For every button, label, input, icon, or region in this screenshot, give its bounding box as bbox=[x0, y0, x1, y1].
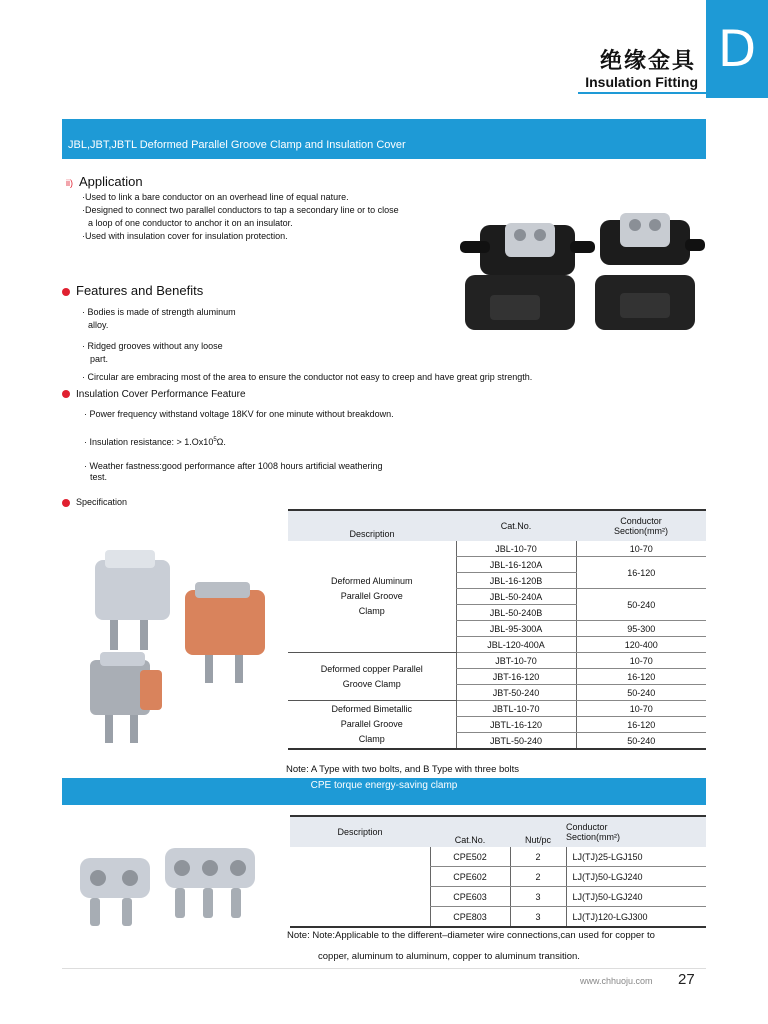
group-description: Deformed Bimetallic Parallel Groove Clamp bbox=[288, 701, 456, 750]
cpe-description-cell bbox=[290, 847, 430, 927]
feature-item-circular: · Circular are embracing most of the area to ensure the conductor not easy to creep and have great grip strength. bbox=[82, 372, 533, 382]
chapter-title-en: Insulation Fitting bbox=[585, 74, 698, 90]
col-description: Description bbox=[290, 816, 430, 847]
table-row: JBL-50-240A 50-240 bbox=[288, 589, 706, 605]
table-note: Note: A Type with two bolts, and B Type with three bolts bbox=[286, 764, 520, 775]
cpe-clamp-three-bolt bbox=[165, 848, 255, 918]
feature-item: alloy. bbox=[88, 320, 109, 330]
footer-rule bbox=[62, 968, 706, 969]
bimetallic-clamp bbox=[90, 652, 162, 743]
application-item: ·Designed to connect two parallel conductors to tap a secondary line or to close bbox=[82, 205, 399, 215]
table-row: JBL-50-240B bbox=[288, 605, 706, 621]
parallel-groove-clamps-photo bbox=[80, 540, 280, 750]
performance-heading: Insulation Cover Performance Feature bbox=[62, 389, 246, 400]
table-row: JBL-16-120A 16-120 bbox=[288, 557, 706, 573]
group-description: Deformed copper Parallel Groove Clamp bbox=[288, 653, 456, 701]
insulated-clamp-photo bbox=[460, 205, 705, 355]
table-row: CPE603 3 LJ(TJ)50-LGJ240 bbox=[290, 887, 706, 907]
application-list bbox=[82, 191, 399, 243]
table-row: Deformed copper Parallel Groove Clamp JBT-10-70 10-70 bbox=[288, 653, 706, 669]
table-row: CPE602 2 LJ(TJ)50-LGJ240 bbox=[290, 867, 706, 887]
col-nut: Nut/pc bbox=[510, 816, 566, 847]
table-row: CPE803 3 LJ(TJ)120-LGJ300 bbox=[290, 907, 706, 928]
cpe-clamp-two-bolt bbox=[80, 858, 150, 926]
features-heading: Features and Benefits bbox=[62, 283, 203, 298]
bullet-icon: ii) bbox=[66, 178, 73, 188]
cpe-clamp-photo bbox=[70, 838, 260, 938]
application-item: a loop of one conductor to anchor it on an insulator. bbox=[88, 218, 293, 228]
red-bullet-icon bbox=[62, 390, 70, 398]
feature-item: · Ridged grooves without any loose bbox=[82, 341, 223, 351]
red-bullet-icon bbox=[62, 288, 70, 296]
performance-item-resistance: · Insulation resistance: > $1.Ox10^5\Omega$. bbox=[84, 437, 226, 447]
copper-clamp bbox=[185, 582, 265, 683]
section-letter-tab: D bbox=[706, 0, 768, 98]
chapter-title-cn: 绝缘金具 bbox=[599, 49, 696, 74]
col-catno: Cat.No. bbox=[456, 510, 576, 541]
application-item: ·Used with insulation cover for insulation protection. bbox=[82, 231, 288, 241]
table-row: Deformed Aluminum Parallel Groove Clamp JBL-10-70 10-70 bbox=[288, 541, 706, 557]
page-number: 27 bbox=[678, 971, 695, 988]
clamp-black-cover-right bbox=[595, 213, 705, 330]
group-description: Deformed Aluminum Parallel Groove Clamp bbox=[288, 541, 456, 653]
feature-item: part. bbox=[90, 354, 109, 364]
red-bullet-icon bbox=[62, 499, 70, 507]
specification-heading: Specification bbox=[62, 497, 127, 507]
performance-item: · Weather fastness:good performance after 1008 hours artificial weathering bbox=[84, 461, 383, 471]
table-header-row bbox=[288, 510, 706, 541]
table-row: JBL-120-400A 120-400 bbox=[288, 637, 706, 653]
col-conductor: Conductor Section(mm²) bbox=[576, 510, 706, 541]
table-row: JBTL-50-240 50-240 bbox=[288, 733, 706, 750]
feature-item: · Bodies is made of strength aluminum bbox=[82, 307, 236, 317]
section-bar-title: CPE torque energy-saving clamp bbox=[310, 780, 458, 791]
col-description: Description bbox=[288, 510, 456, 541]
table-row: JBL-95-300A 95-300 bbox=[288, 621, 706, 637]
cpe-note-line1: Note: Note:Applicable to the different–diameter wire connections,can used for copper to bbox=[287, 930, 655, 941]
col-conductor: Conductor Section(mm²) bbox=[566, 816, 706, 847]
application-item: ·Used to link a bare conductor on an overhead line of equal nature. bbox=[82, 192, 349, 202]
footer-website: www.chhuoju.com bbox=[580, 976, 653, 986]
table-row: JBT-50-240 50-240 bbox=[288, 685, 706, 701]
col-catno: Cat.No. bbox=[430, 816, 510, 847]
performance-item: · Power frequency withstand voltage 18KV for one minute without breakdown. bbox=[84, 409, 394, 419]
section-bar-title: JBL,JBT,JBTL Deformed Parallel Groove Clamp and Insulation Cover bbox=[68, 139, 406, 151]
table-row: JBTL-16-120 16-120 bbox=[288, 717, 706, 733]
table-row: Deformed Bimetallic Parallel Groove Clamp JBTL-10-70 10-70 bbox=[288, 701, 706, 717]
specification-table bbox=[288, 509, 706, 750]
table-row: JBL-16-120B bbox=[288, 573, 706, 589]
performance-item: test. bbox=[90, 472, 108, 482]
cpe-note-line2: copper, aluminum to aluminum, copper to aluminum transition. bbox=[318, 951, 580, 962]
aluminum-clamp bbox=[95, 550, 170, 650]
table-row: JBT-16-120 16-120 bbox=[288, 669, 706, 685]
features-list bbox=[82, 306, 302, 366]
section-bar-cpe bbox=[62, 778, 706, 805]
header-rule bbox=[578, 92, 706, 94]
table-row: CPE502 2 LJ(TJ)25-LGJ150 bbox=[290, 847, 706, 867]
clamp-black-cover-left bbox=[460, 223, 595, 330]
section-bar-jbl bbox=[62, 119, 706, 159]
cpe-table bbox=[290, 815, 706, 928]
application-heading: ii) Application bbox=[66, 174, 143, 189]
table-header-row bbox=[290, 816, 706, 847]
